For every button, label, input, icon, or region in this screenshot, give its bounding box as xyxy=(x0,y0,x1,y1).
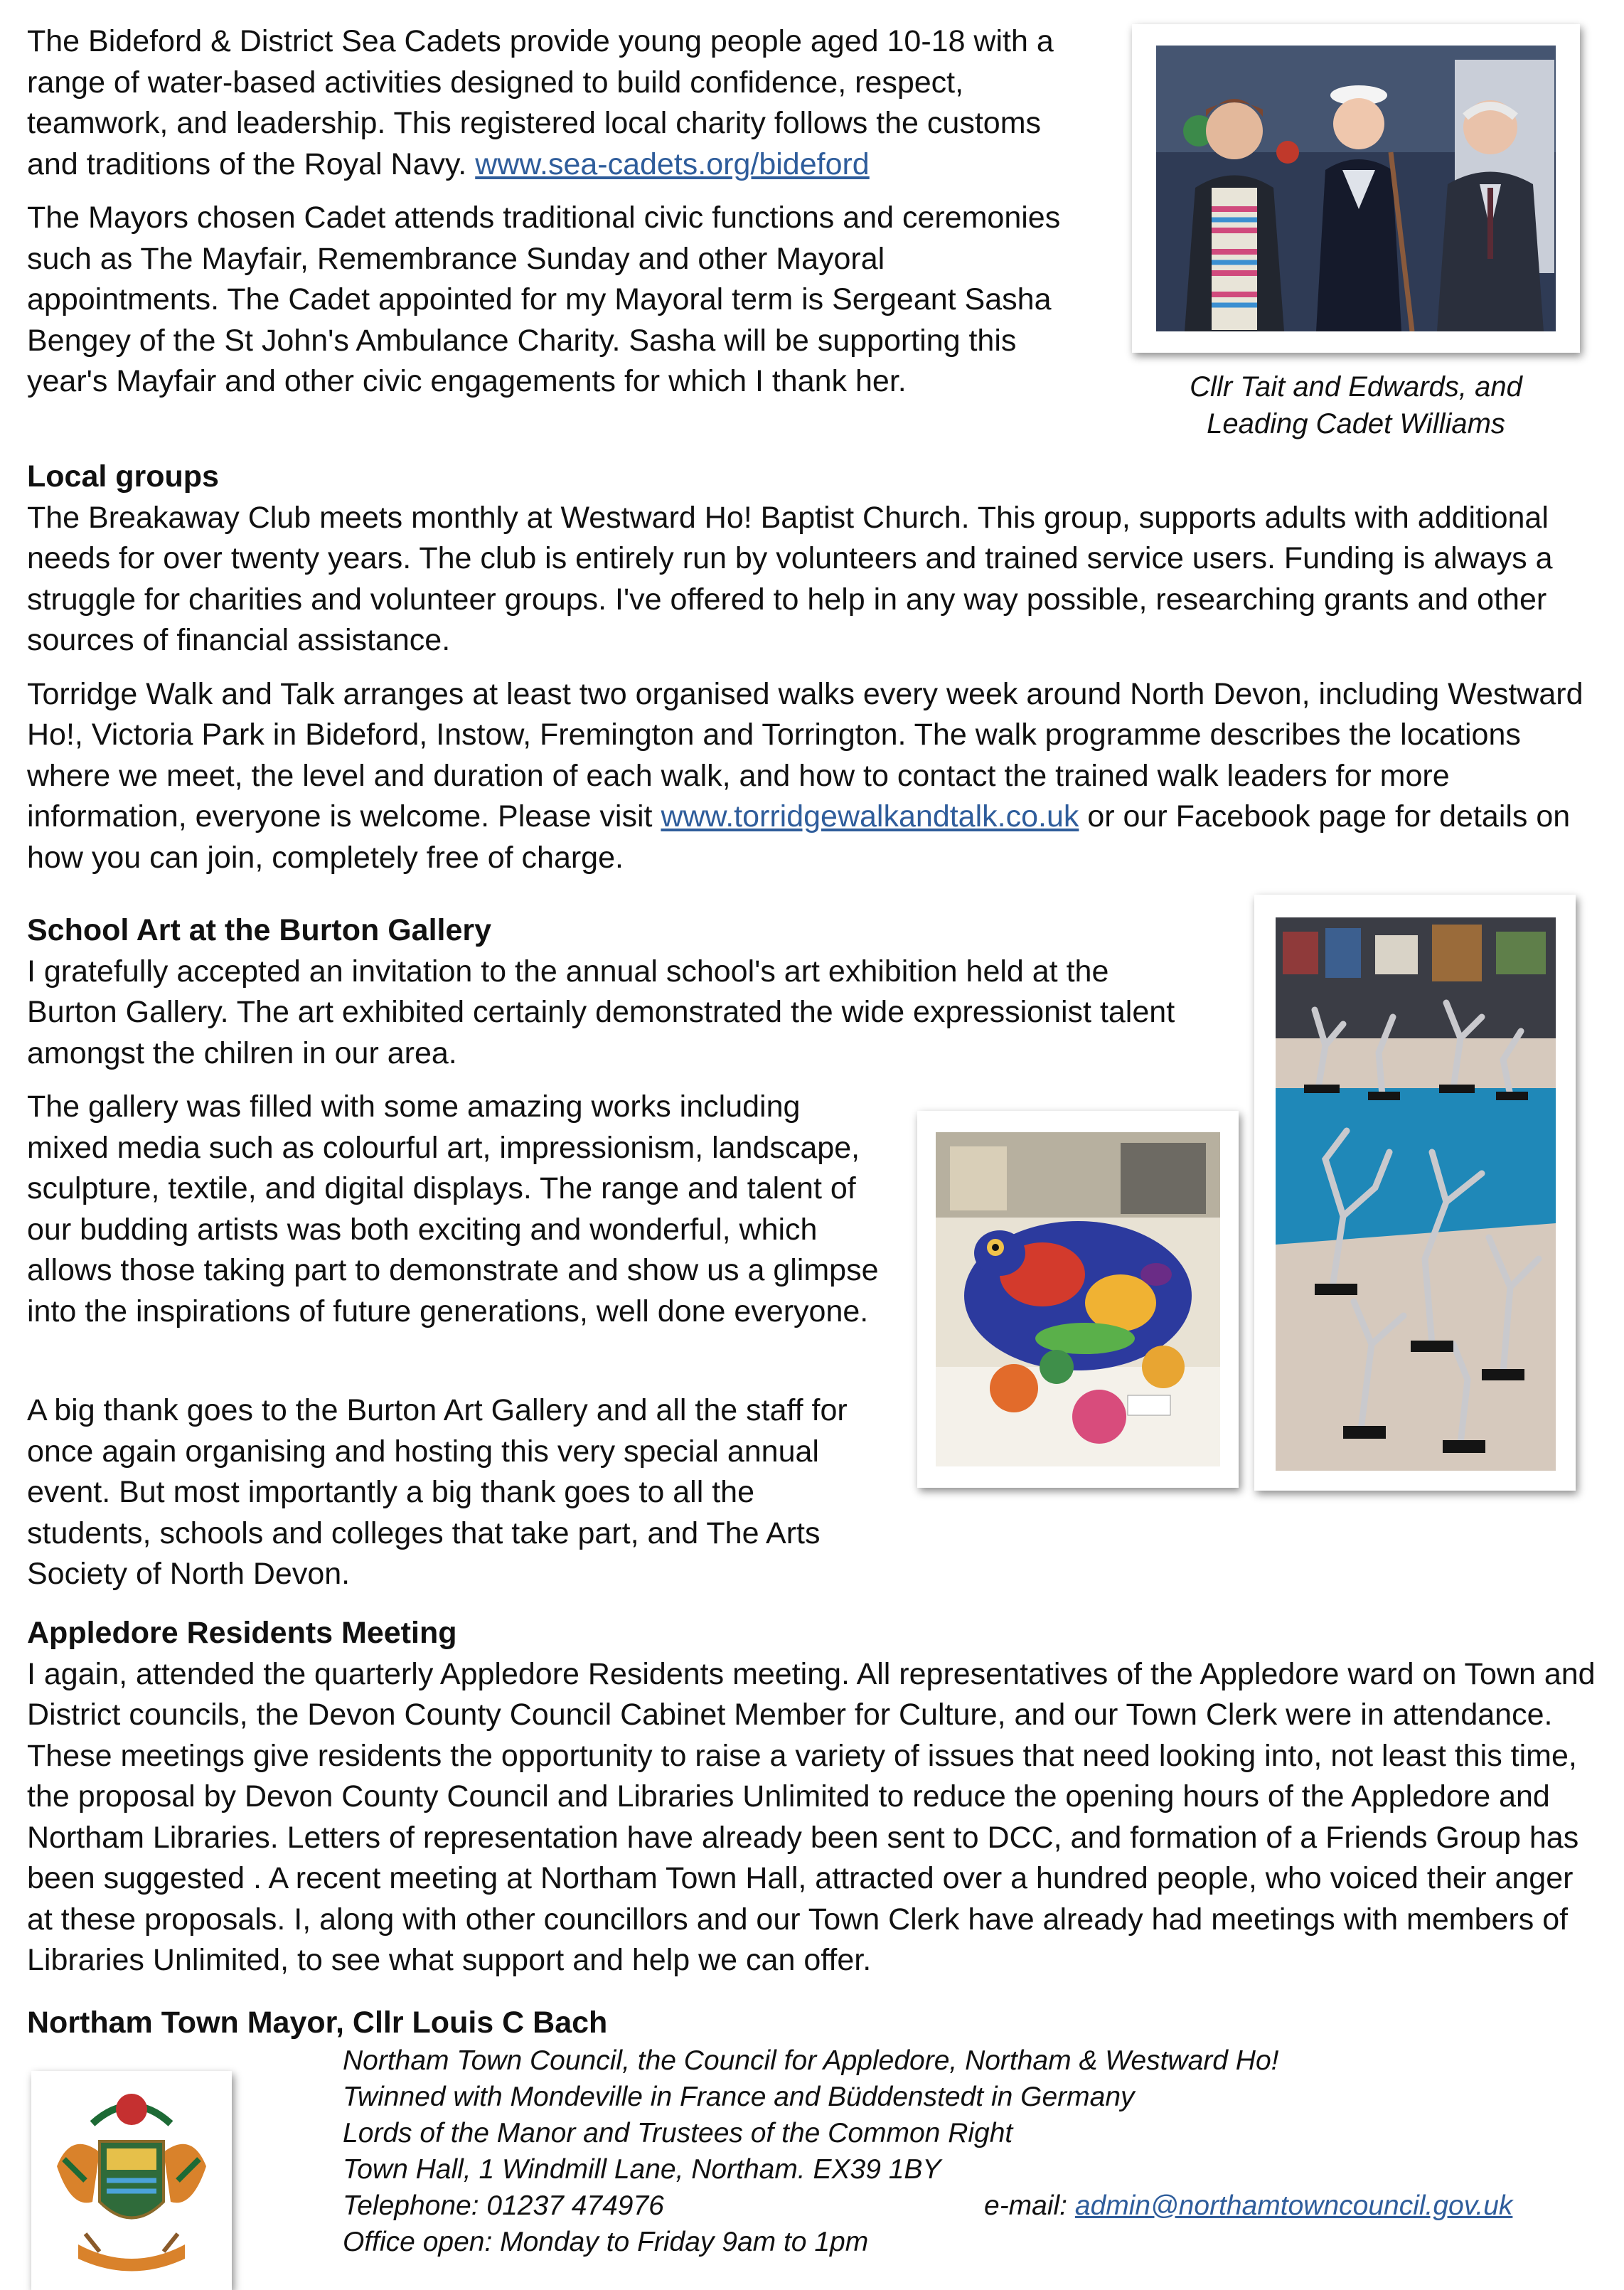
footer-line-4: Town Hall, 1 Windmill Lane, Northam. EX39 1BY xyxy=(343,2154,941,2185)
school-art-heading: School Art at the Burton Gallery xyxy=(27,913,492,947)
school-art-paragraph-2: The gallery was filled with some amazing works including mixed media such as colourful art, impressionism, landscape, sculpture, textile, and digital displays. The range and talent of our budding artists was both exciting and wonderful, which allows those taking part to demonstrate and show us a glimpse into the inspirations of future generations, well done everyone. xyxy=(27,1090,879,1328)
footer-email-label: e-mail: xyxy=(984,2190,1068,2221)
footer-telephone: Telephone: 01237 474976 xyxy=(343,2190,664,2221)
walk-p2-after: or our Facebook page for details on how you can join, completely free of charge. xyxy=(27,799,1571,875)
local-groups-section xyxy=(27,457,1598,878)
intro-section xyxy=(27,21,1094,403)
group-photo-icon xyxy=(1156,46,1556,331)
council-email-link[interactable]: admin@northamtowncouncil.gov.uk xyxy=(1074,2190,1513,2221)
coat-of-arms-icon xyxy=(43,2081,220,2280)
footer-line-1: Northam Town Council, the Council for Appledore, Northam & Westward Ho! xyxy=(343,2045,1279,2076)
footer-line-3: Lords of the Manor and Trustees of the Common Right xyxy=(343,2118,1013,2148)
school-art-paragraph-1: I gratefully accepted an invitation to the annual school's art exhibition held at the Burton Gallery. The art exhibited certainly demonstrated the wide expressionist talent amongst the chilren in our area. xyxy=(27,954,1175,1070)
sea-cadets-link[interactable]: www.sea-cadets.org/bideford xyxy=(475,147,870,181)
local-groups-heading: Local groups xyxy=(27,459,219,494)
wire-sculptures-icon xyxy=(1276,917,1556,1471)
intro-paragraph-1 xyxy=(27,21,1094,185)
walk-p2-before: Torridge Walk and Talk arranges at least two organised walks every week around North Devon, including Westward Ho!, Victoria Park in Bideford, Instow, Fremington and Torrington. The walk programme describes the locations where we meet, the level and duration of each walk, and how to contact the trained walk leaders for more information, everyone is welcome. Please visit xyxy=(27,676,1583,834)
footer-contact-line xyxy=(343,2188,1608,2224)
intro-p1-text: The Bideford & District Sea Cadets provide young people aged 10-18 with a range of water-based activities designed to build confidence, respect, teamwork, and leadership. This registered local charity follows the customs and traditions of the Royal Navy. xyxy=(27,24,1054,181)
mayor-signature-text: Northam Town Mayor, Cllr Louis C Bach xyxy=(27,2006,608,2040)
walk-and-talk-paragraph xyxy=(27,674,1598,879)
appledore-paragraph: I again, attended the quarterly Appledore Residents meeting. All representatives of the Appledore ward on Town and District councils, the Devon County Council Cabinet Member for Culture, and our Town Clerk were in attendance. These meetings give residents the opportunity to raise a variety of issues that need looking into, not least this time, the proposal by Devon County Council and Libraries Unlimited to reduce the opening hours of the Appledore and Northam Libraries. Letters of representation have already been sent to DCC, and formation of a Friends Group has been suggested . A recent meeting at Northam Town Hall, attracted over a hundred people, who voiced their anger at these proposals. I, along with other councillors and our Town Clerk have already had meetings with members of Libraries Unlimited, to see what support and help we can offer. xyxy=(27,1656,1596,1977)
intro-paragraph-2: The Mayors chosen Cadet attends traditional civic functions and ceremonies such as The Mayfair, Remembrance Sunday and other Mayoral appointments. The Cadet appointed for my Mayoral term is Sergeant Sasha Bengey of the St John's Ambulance Charity. Sasha will be supporting this year's Mayfair and other civic engagements for which I thank her. xyxy=(27,201,1061,398)
frog-sculpture-icon xyxy=(936,1132,1220,1466)
appledore-heading: Appledore Residents Meeting xyxy=(27,1616,457,1650)
photo-caption: Cllr Tait and Edwards, and Leading Cadet Williams xyxy=(1190,371,1522,440)
mayor-signature xyxy=(27,2003,1165,2044)
footer-office-hours: Office open: Monday to Friday 9am to 1pm xyxy=(343,2227,869,2257)
frog-photo-frame xyxy=(917,1111,1239,1488)
group-photo-frame xyxy=(1132,24,1580,353)
breakaway-club-paragraph: The Breakaway Club meets monthly at Westward Ho! Baptist Church. This group, supports adults with additional needs for over twenty years. The club is entirely run by volunteers and trained service users. Funding is always a struggle for charities and volunteer groups. I've offered to help in any way possible, researching grants and other sources of financial assistance. xyxy=(27,500,1553,657)
wire-sculptures-photo-frame xyxy=(1254,895,1576,1491)
torridge-walk-link[interactable]: www.torridgewalkandtalk.co.uk xyxy=(661,799,1079,834)
school-art-section xyxy=(27,910,1193,1087)
appledore-section xyxy=(27,1613,1606,1981)
school-art-p3-text: A big thank goes to the Burton Art Gallery and all the staff for once again organising and hosting this very special annual event. But most importantly a big thank goes to all the students, schools and colleges that take part, and The Arts Society of North Devon. xyxy=(27,1393,848,1591)
council-footer xyxy=(343,2043,1608,2260)
school-art-section-2 xyxy=(27,1087,880,1345)
footer-line-2: Twinned with Mondeville in France and Büddenstedt in Germany xyxy=(343,2082,1135,2112)
crest-frame xyxy=(31,2071,232,2290)
